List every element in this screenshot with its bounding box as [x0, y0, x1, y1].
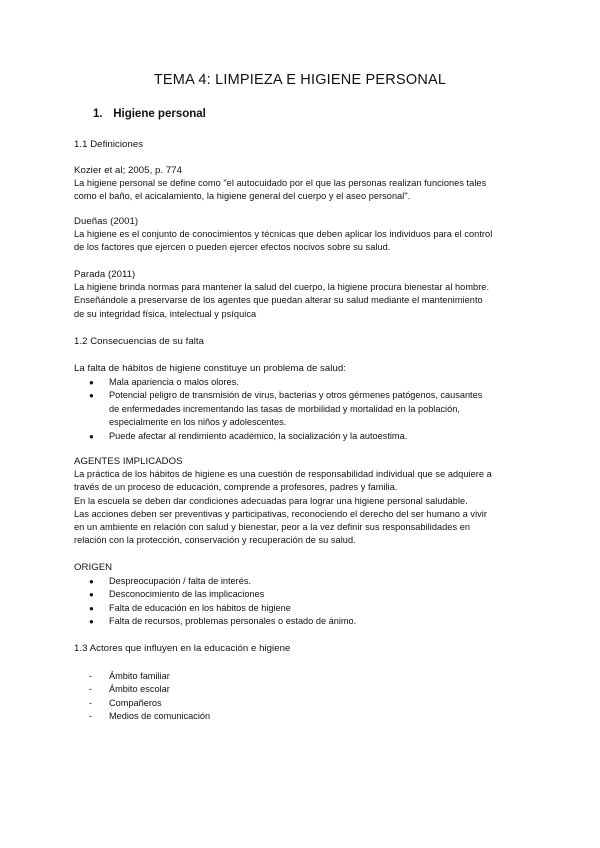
- agents-line: Las acciones deben ser preventivas y participativas, reconociendo el derecho del ser humano a vivir: [74, 508, 487, 519]
- agents-line: través de un proceso de educación, comprende a profesores, padres y familia.: [74, 482, 398, 493]
- bullet-icon: ●: [89, 590, 94, 600]
- definition-duenas: [74, 215, 544, 255]
- bullet-icon: ●: [89, 603, 94, 613]
- list-item: - Medios de comunicación: [74, 710, 544, 723]
- list-item: ● Despreocupación / falta de interés.: [74, 575, 544, 588]
- list-item: - Ámbito familiar: [74, 670, 544, 683]
- list-item: ● Desconocimiento de las implicaciones: [74, 588, 544, 601]
- list-item: ● Puede afectar al rendimiento académico, la socialización y la autoestima.: [74, 430, 544, 443]
- agents-heading: AGENTES IMPLICADOS: [74, 456, 183, 467]
- bullet-icon: ●: [89, 378, 94, 387]
- definition-line: La higiene personal se define como "el autocuidado por el que las personas realizan funciones tales: [74, 178, 487, 189]
- agents-section: [74, 455, 544, 547]
- agents-line: en un ambiente en relación con salud y bienestar, peor a la vez definir sus responsabilidades en: [74, 522, 471, 533]
- consequences-list: [74, 376, 544, 443]
- definition-author: Parada (2011): [74, 269, 136, 280]
- list-item: ● Falta de recursos, problemas personales o estado de ánimo.: [74, 615, 544, 628]
- definition-line: La higiene es el conjunto de conocimientos y técnicas que deben aplicar los individuos para el control: [74, 229, 493, 240]
- definition-parada: [74, 268, 544, 321]
- bullet-icon: ●: [89, 391, 94, 401]
- list-item: ● Falta de educación en los hábitos de higiene: [74, 602, 544, 615]
- list-item: - Compañeros: [74, 697, 544, 710]
- agents-line: La práctica de los hábitos de higiene es una cuestión de responsabilidad individual que se adquiere a: [74, 469, 492, 480]
- bullet-icon: ●: [89, 577, 94, 586]
- origin-heading: ORIGEN: [74, 562, 113, 573]
- definition-author: Dueñas (2001): [74, 216, 139, 227]
- dash-icon: -: [89, 697, 92, 708]
- definition-author: Kozier et al; 2005, p. 774: [74, 165, 182, 176]
- dash-icon: -: [89, 671, 92, 681]
- bullet-icon: ●: [89, 617, 94, 627]
- definition-line: La higiene brinda normas para mantener la salud del cuerpo, la higiene procura bienestar al hombre.: [74, 282, 490, 293]
- document-title: TEMA 4: LIMPIEZA E HIGIENE PERSONAL: [153, 72, 447, 88]
- bullet-icon: ●: [89, 431, 94, 441]
- section-heading-1: [93, 108, 206, 120]
- definition-kozier: [74, 164, 544, 204]
- agents-line: En la escuela se deben dar condiciones adecuadas para lograr una higiene personal saludable.: [74, 495, 468, 506]
- definition-line: como el baño, el acicalamiento, la higiene general del cuerpo y el aseo personal".: [74, 191, 411, 202]
- definition-line: de los factores que ejercen o pueden ejercer efectos nocivos sobre su salud.: [74, 242, 391, 253]
- definition-line: Enseñándole a preservarse de los agentes que puedan alterar su salud mediante el mantenimiento: [74, 295, 483, 306]
- list-item: ● Potencial peligro de transmisión de virus, bacterias y otros gérmenes patógenos, causantes de enfermedades incrementando las tasas de morbilidad y mortalidad en la población, especialmente en los niños y adolescentes.: [89, 390, 483, 428]
- origin-list: [74, 575, 544, 629]
- definition-line: de su integridad física, intelectual y psíquica: [74, 308, 257, 319]
- subheading-actors: 1.3 Actores que influyen en la educación e higiene: [74, 643, 291, 654]
- section-number: 1.: [93, 108, 103, 120]
- list-item: ● Mala apariencia o malos olores.: [74, 376, 544, 389]
- consequences-intro: La falta de hábitos de higiene constituye un problema de salud:: [74, 363, 346, 374]
- section-label: Higiene personal: [113, 108, 206, 120]
- list-item: - Ámbito escolar: [74, 683, 544, 696]
- dash-icon: -: [89, 711, 92, 722]
- subheading-consequences: 1.2 Consecuencias de su falta: [74, 336, 204, 347]
- subheading-definitions: 1.1 Definiciones: [74, 139, 144, 150]
- actors-list: [74, 670, 544, 724]
- dash-icon: -: [89, 684, 92, 695]
- agents-line: relación con la protección, conservación y recuperación de su salud.: [74, 535, 356, 546]
